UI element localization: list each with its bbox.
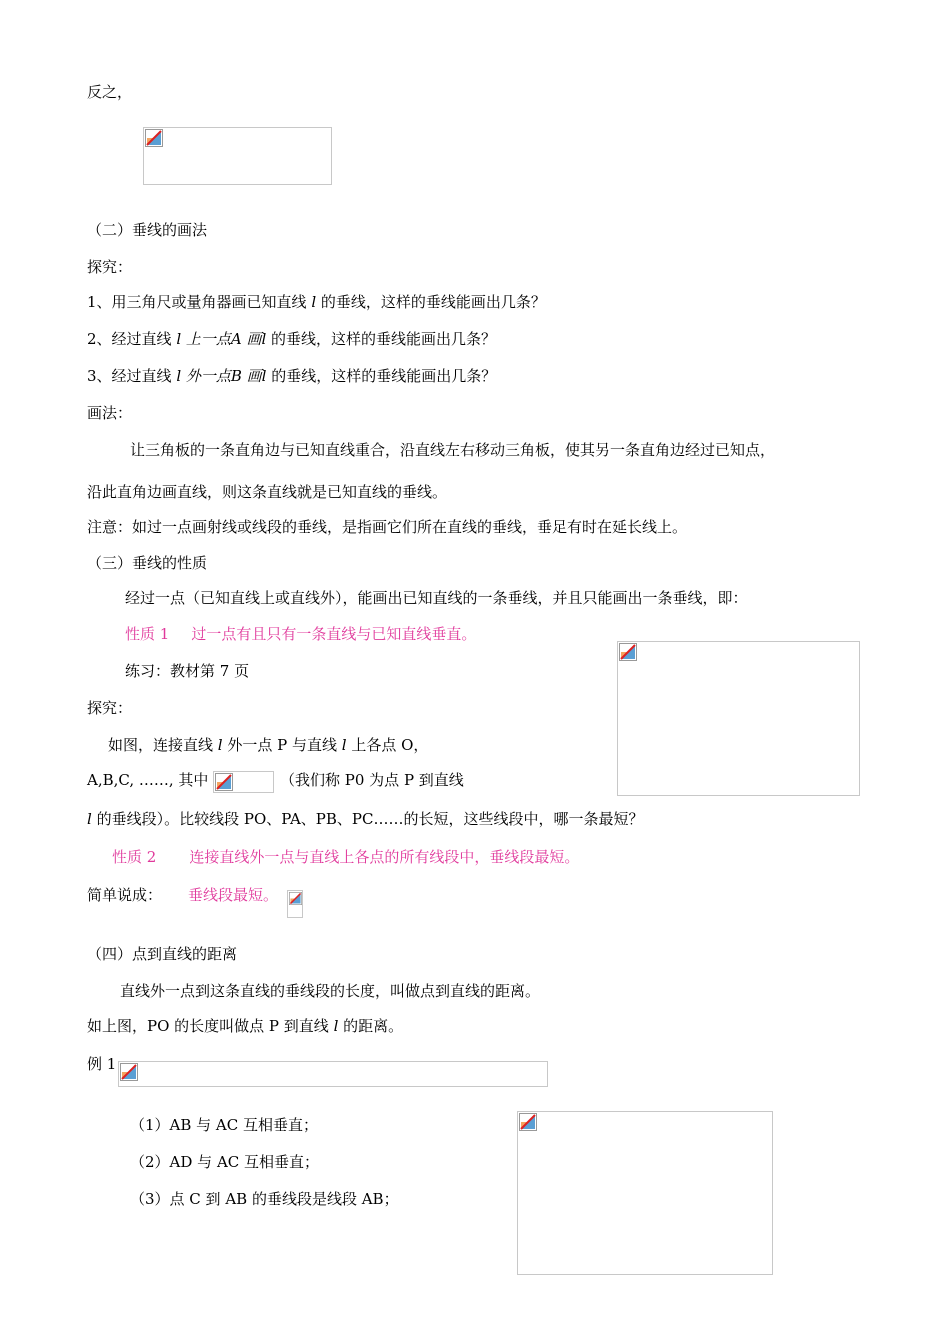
explore-label-1: 探究： <box>87 258 133 276</box>
broken-image-icon <box>619 643 637 661</box>
image-inline-small <box>287 890 303 918</box>
broken-image-icon <box>215 773 233 791</box>
broken-image-icon <box>145 129 163 147</box>
property-2: 性质 2 连接直线外一点与直线上各点的所有线段中，垂线段最短。 <box>112 848 580 866</box>
question-3: 3、经过直线 l 外一点B 画l 的垂线，这样的垂线能画出几条？ <box>87 367 497 385</box>
section-3-heading: （三）垂线的性质 <box>87 554 208 572</box>
section-3-paragraph: 经过一点（已知直线上或直线外），能画出已知直线的一条垂线，并且只能画出一条垂线，即： <box>125 589 748 607</box>
broken-image-icon <box>120 1063 138 1081</box>
example-1-label: 例 1 <box>87 1055 117 1073</box>
method-paragraph-1: 让三角板的一条直角边与已知直线重合，沿直线左右移动三角板，使其另一条直角边经过已知点， <box>130 441 776 459</box>
practice: 练习：教材第 7 页 <box>125 662 250 680</box>
image-formula-1 <box>143 127 332 185</box>
section-2-heading: （二）垂线的画法 <box>87 221 208 239</box>
example-item-3: （3）点 C 到 AB 的垂线段是线段 AB； <box>130 1190 399 1208</box>
explore-label-2: 探究： <box>87 699 133 717</box>
question-2: 2、经过直线 l 上一点A 画l 的垂线，这样的垂线能画出几条？ <box>87 330 497 348</box>
method-label: 画法： <box>87 404 133 422</box>
image-example-figure <box>517 1111 773 1275</box>
section-4-paragraph: 直线外一点到这条直线的垂线段的长度，叫做点到直线的距离。 <box>120 982 541 1000</box>
example-item-2: （2）AD 与 AC 互相垂直； <box>130 1153 320 1171</box>
points-abc-tail: （我们称 P0 为点 P 到直线 <box>280 771 464 789</box>
note: 注意：如过一点画射线或线段的垂线，是指画它们所在直线的垂线，垂足有时在延长线上。 <box>87 518 688 536</box>
image-figure-perpendicular <box>617 641 860 796</box>
points-abc: A,B,C, ……, 其中 <box>87 771 209 789</box>
text-fanzhi: 反之， <box>87 83 133 101</box>
figure-description: 如图，连接直线 l 外一点 P 与直线 l 上各点 O， <box>108 736 429 754</box>
simple-text: 垂线段最短。 <box>188 886 279 904</box>
question-1: 1、用三角尺或量角器画已知直线 l 的垂线，这样的垂线能画出几条？ <box>87 293 546 311</box>
example-item-1: （1）AB 与 AC 互相垂直； <box>130 1116 319 1134</box>
image-formula-po <box>213 771 274 793</box>
broken-image-icon <box>289 892 302 905</box>
section-4-paragraph-2: 如上图，PO 的长度叫做点 P 到直线 l 的距离。 <box>87 1017 404 1035</box>
simple-label: 简单说成： <box>87 886 163 904</box>
method-paragraph-2: 沿此直角边画直线，则这条直线就是已知直线的垂线。 <box>87 483 448 501</box>
broken-image-icon <box>519 1113 537 1131</box>
image-example-1 <box>118 1061 548 1087</box>
segment-question: l 的垂线段）。比较线段 PO、PA、PB、PC……的长短，这些线段中，哪一条最短？ <box>87 810 644 828</box>
section-4-heading: （四）点到直线的距离 <box>87 945 238 963</box>
property-1: 性质 1 过一点有且只有一条直线与已知直线垂直。 <box>125 625 477 643</box>
